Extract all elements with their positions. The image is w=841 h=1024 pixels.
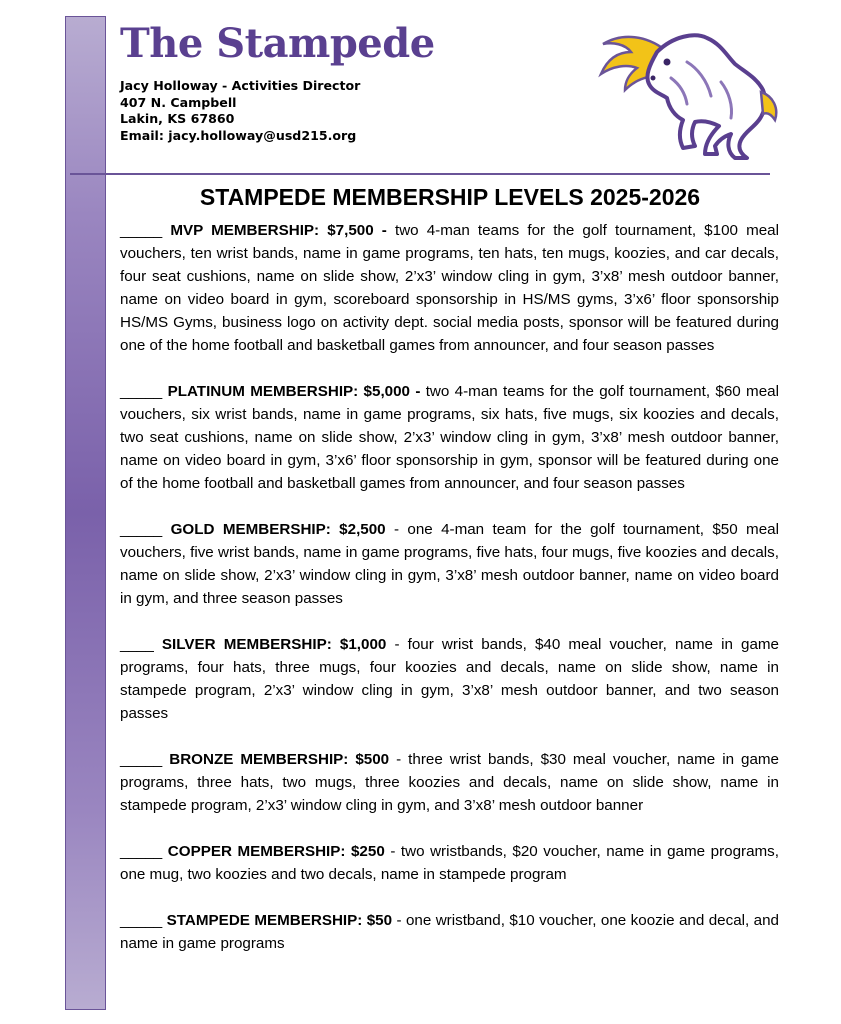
level-description: - three wrist bands, $30 meal voucher, name in game programs, three hats, two mugs, three koozies and decals, name on slide show, name in stampede program, 2’x3’ window cling in gym, and 3’x8’ mesh outdoor banner [120,751,780,814]
signup-blank: _____ [120,751,163,768]
membership-level-mvp [120,219,779,357]
level-name-price: GOLD MEMBERSHIP: $2,500 [170,521,386,538]
signup-blank: ____ [120,636,154,653]
contact-city: Lakin, KS 67860 [120,111,235,126]
mustang-logo-icon [595,22,780,164]
contact-name-role: Jacy Holloway - Activities Director [120,78,361,93]
level-description: two 4-man teams for the golf tournament, $100 meal vouchers, ten wrist bands, name in game programs, ten hats, ten mugs, koozies, and car decals, four seat cushions, name on slide show, 2’x3’ window cling in gym, 3’x8’ mesh outdoor banner, name on video board in gym, scoreboard sponsorship in HS/MS gyms, 3’x6’ floor sponsorship HS/MS Gyms, business logo on activity dept. social media posts, sponsor will be featured during one of the home football and basketball games from announcer, and four season passes [120,222,779,354]
signup-blank: _____ [120,843,163,860]
membership-level-copper [120,840,779,886]
document-title: STAMPEDE MEMBERSHIP LEVELS 2025-2026 [199,184,701,210]
level-description: - one wristband, $10 voucher, one koozie and decal, and name in game programs [120,912,779,952]
page-title: The Stampede [120,20,435,67]
level-name-price: PLATINUM MEMBERSHIP: $5,000 - [167,383,421,400]
level-description: - two wristbands, $20 voucher, name in game programs, one mug, two koozies and two decals, name in stampede program [120,843,779,883]
membership-level-platinum [120,380,779,495]
membership-level-stampede [120,909,779,955]
level-name-price: STAMPEDE MEMBERSHIP: $50 [166,912,393,929]
membership-level-gold [120,518,779,610]
signup-blank: _____ [120,521,163,538]
contact-street: 407 N. Campbell [120,94,237,110]
logo-nostril [651,76,656,81]
logo-eye [664,59,671,66]
signup-blank: _____ [120,383,163,400]
membership-level-bronze [120,748,779,817]
membership-level-silver [120,633,779,725]
level-description: - four wrist bands, $40 meal voucher, name in game programs, four hats, three mugs, four koozies and decals, name on slide show, name in stampede program, 2’x3’ window cling in gym, 3’x8’ mesh outdoor banner, and two season passes [120,636,779,722]
level-name-price: SILVER MEMBERSHIP: $1,000 [161,636,387,653]
signup-blank: _____ [120,912,163,929]
level-name-price: MVP MEMBERSHIP: $7,500 - [170,222,387,239]
contact-email: Email: jacy.holloway@usd215.org [120,127,357,143]
signup-blank: _____ [120,222,163,239]
membership-levels-list [120,219,779,978]
contact-block [120,78,360,144]
level-name-price: COPPER MEMBERSHIP: $250 [167,843,385,860]
level-name-price: BRONZE MEMBERSHIP: $500 [169,751,390,768]
header-divider [70,173,770,175]
decorative-sidebar-bar [65,16,106,1010]
level-description: - one 4-man team for the golf tournament, $50 meal vouchers, five wrist bands, name in game programs, five hats, four mugs, five koozies and decals, name on slide show, 2’x3’ window cling in gym, 3’x8’ mesh outdoor banner, name on video board in gym, and three season passes [120,521,779,607]
logo-horse-body [647,35,765,158]
level-description: two 4-man teams for the golf tournament, $60 meal vouchers, six wrist bands, name in game programs, six hats, five mugs, six koozies and decals, two seat cushions, name on slide show, 2’x3’ window cling in gym, 3’x8’ mesh outdoor banner, name on video board in gym, 3’x6’ floor sponsorship in gym, sponsor will be featured during one of the home football and basketball games from announcer, and four season passes [120,383,779,492]
